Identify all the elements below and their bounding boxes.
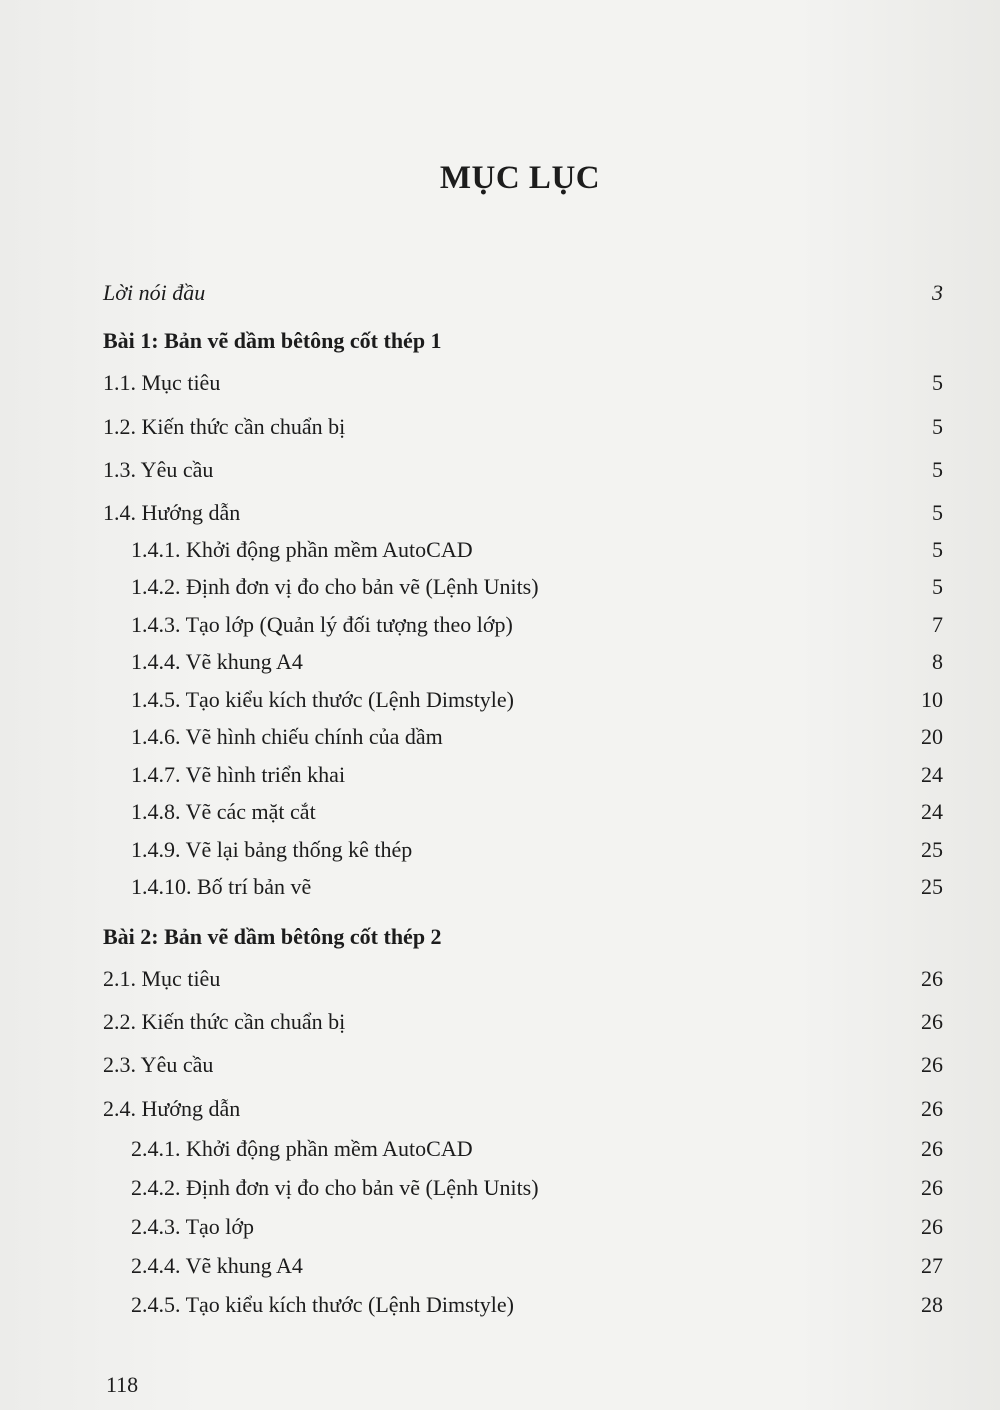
toc-entry-page: 26: [921, 1136, 943, 1161]
toc-subentry: [131, 537, 943, 563]
page-number: 118: [106, 1372, 139, 1397]
toc-entry: [103, 280, 943, 306]
toc-entry-page: 26: [921, 1096, 943, 1121]
toc-entry-label: 2.4.2. Định đơn vị đo cho bản vẽ (Lệnh Units): [131, 1175, 539, 1200]
toc-subentry: [131, 1253, 943, 1279]
toc-entry-page: 24: [921, 799, 943, 824]
toc-subentry: [131, 1214, 943, 1240]
toc-entry-page: 26: [921, 966, 943, 991]
toc-entry-label: 1.4. Hướng dẫn: [103, 500, 241, 525]
toc-entry-label: 2.4.4. Vẽ khung A4: [131, 1253, 303, 1278]
toc-entry-page: 25: [921, 874, 943, 899]
toc-entry-label: 1.4.2. Định đơn vị đo cho bản vẽ (Lệnh Units): [131, 574, 539, 599]
toc-entry: [103, 966, 943, 992]
toc-entry-page: 26: [921, 1175, 943, 1200]
toc-subentry: [131, 687, 943, 713]
toc-chapter-label: Bài 1: Bản vẽ dầm bêtông cốt thép 1: [103, 328, 442, 353]
toc-entry-label: 2.1. Mục tiêu: [103, 966, 221, 991]
toc-entry-label: 1.4.6. Vẽ hình chiếu chính của dầm: [131, 724, 443, 749]
toc-entry-label: 1.4.5. Tạo kiểu kích thước (Lệnh Dimstyle): [131, 687, 515, 712]
toc-entry-page: 5: [932, 370, 943, 395]
toc-entry-page: 5: [932, 574, 943, 599]
toc-entry-page: 5: [932, 457, 943, 482]
toc-chapter: [103, 328, 943, 354]
toc-subentry: [131, 574, 943, 600]
toc-entry-label: 1.4.8. Vẽ các mặt cắt: [131, 799, 316, 824]
toc-entry: [103, 457, 943, 483]
toc-subentry: [131, 762, 943, 788]
toc-entry-page: 26: [921, 1214, 943, 1239]
toc-entry-label: 1.3. Yêu cầu: [103, 457, 214, 482]
toc-entry-label: 1.4.4. Vẽ khung A4: [131, 649, 303, 674]
toc-entry: [103, 1096, 943, 1122]
toc-entry-label: 1.4.3. Tạo lớp (Quản lý đối tượng theo lớp): [131, 612, 513, 637]
toc-entry: [103, 1009, 943, 1035]
toc-chapter: [103, 924, 943, 950]
page-title: MỤC LỤC: [439, 160, 601, 196]
toc-entry-label: 1.4.10. Bố trí bản vẽ: [131, 874, 312, 899]
toc-subentry: [131, 874, 943, 900]
toc-entry-label: 1.4.7. Vẽ hình triển khai: [131, 762, 346, 787]
toc-entry-page: 8: [932, 649, 943, 674]
toc-entry-label: 2.4.3. Tạo lớp: [131, 1214, 255, 1239]
toc-entry-page: 5: [932, 500, 943, 525]
toc-subentry: [131, 1175, 943, 1201]
toc-entry-label: 2.4.5. Tạo kiểu kích thước (Lệnh Dimstyle): [131, 1292, 515, 1317]
toc-entry: [103, 370, 943, 396]
toc-entry-label: 1.1. Mục tiêu: [103, 370, 221, 395]
toc-entry: [103, 500, 943, 526]
toc-entry-page: 10: [921, 687, 943, 712]
toc-subentry: [131, 1136, 943, 1162]
toc-subentry: [131, 1292, 943, 1318]
toc-entry-label: Lời nói đầu: [103, 280, 206, 305]
toc-entry-label: 2.2. Kiến thức cần chuẩn bị: [103, 1009, 346, 1034]
toc-entry-page: 25: [921, 837, 943, 862]
toc-entry-page: 27: [921, 1253, 943, 1278]
toc-subentry: [131, 649, 943, 675]
toc-chapter-label: Bài 2: Bản vẽ dầm bêtông cốt thép 2: [103, 924, 442, 949]
toc-entry-label: 1.4.1. Khởi động phần mềm AutoCAD: [131, 537, 473, 562]
toc-entry-page: 20: [921, 724, 943, 749]
toc-entry-page: 5: [932, 414, 943, 439]
toc-subentry: [131, 724, 943, 750]
toc-entry-page: 24: [921, 762, 943, 787]
toc-subentry: [131, 612, 943, 638]
toc-entry-label: 2.3. Yêu cầu: [103, 1052, 214, 1077]
toc-entry-page: 26: [921, 1052, 943, 1077]
toc-entry-label: 2.4.1. Khởi động phần mềm AutoCAD: [131, 1136, 473, 1161]
toc-subentry: [131, 799, 943, 825]
toc-entry: [103, 414, 943, 440]
toc-entry-page: 26: [921, 1009, 943, 1034]
toc-entry-page: 3: [932, 280, 943, 305]
toc-entry-page: 5: [932, 537, 943, 562]
toc-subentry: [131, 837, 943, 863]
toc-entry-label: 2.4. Hướng dẫn: [103, 1096, 241, 1121]
toc-entry-page: 7: [932, 612, 943, 637]
toc-entry-label: 1.4.9. Vẽ lại bảng thống kê thép: [131, 837, 413, 862]
toc-entry-label: 1.2. Kiến thức cần chuẩn bị: [103, 414, 346, 439]
toc-entry-page: 28: [921, 1292, 943, 1317]
toc-entry: [103, 1052, 943, 1078]
